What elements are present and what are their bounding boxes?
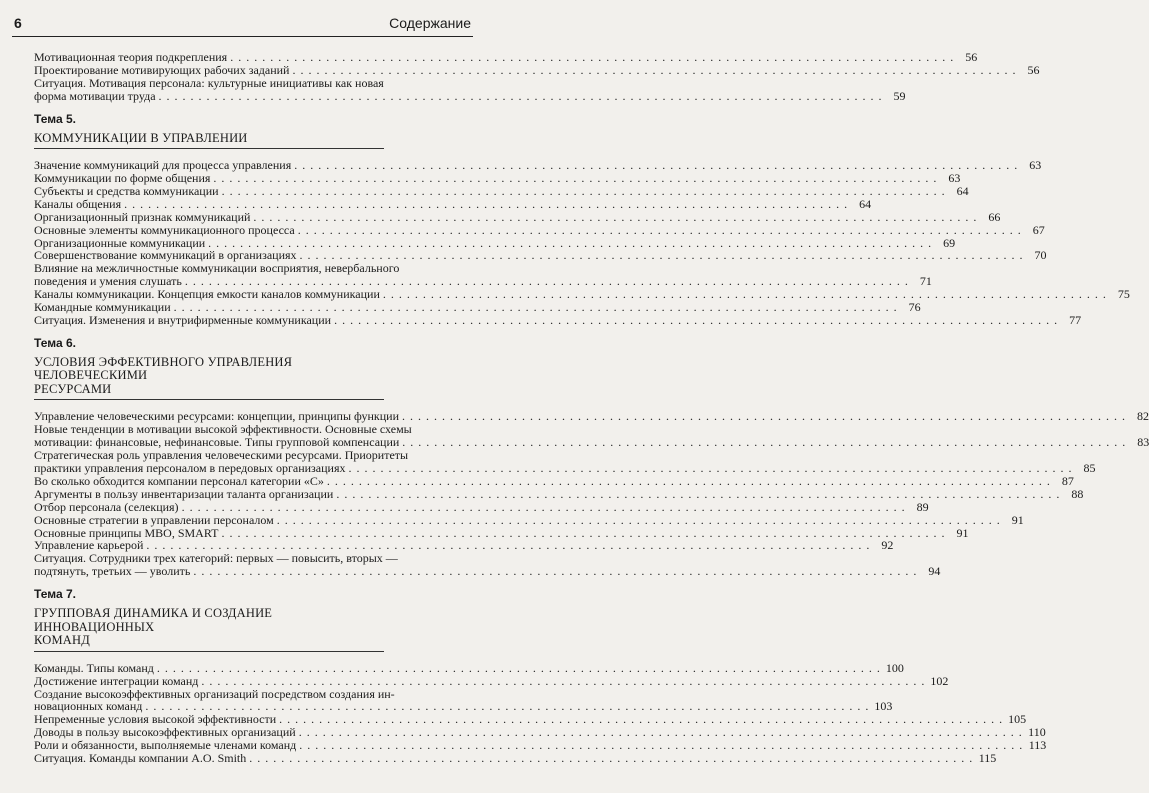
dot-leader <box>253 211 977 224</box>
toc-entry <box>34 171 961 186</box>
page-ref: 85 <box>1083 461 1096 476</box>
toc-entry-line: Ситуация. Сотрудники трех категорий: первых — повысить, вторых — <box>34 551 398 566</box>
toc-entry-text: подтянуть, третьих — уволить <box>34 564 191 579</box>
theme-title-line: УСЛОВИЯ ЭФФЕКТИВНОГО УПРАВЛЕНИЯ ЧЕЛОВЕЧЕСКИМИ <box>34 354 293 383</box>
dot-leader <box>277 514 1001 527</box>
page-header <box>12 14 473 37</box>
toc-entry <box>34 486 1084 501</box>
theme-title-line: КОММУНИКАЦИИ В УПРАВЛЕНИИ <box>34 130 248 145</box>
toc-entry <box>34 75 906 103</box>
toc-entry-text: Организационный признак коммуникаций <box>34 209 251 224</box>
page-ref: 92 <box>881 538 894 553</box>
page-ref: 113 <box>1028 738 1047 753</box>
toc-entry-text: форма мотивации труда <box>34 88 156 103</box>
page-ref: 63 <box>1029 158 1042 173</box>
toc-entry-text: Управление человеческими ресурсами: концепции, принципы функции <box>34 409 400 424</box>
page-number: 6 <box>14 15 22 31</box>
page-ref: 103 <box>874 699 893 714</box>
theme-title <box>34 132 384 150</box>
theme-section <box>34 335 1149 579</box>
toc-entry <box>34 512 1024 527</box>
theme-title-line: КОМАНД <box>34 633 90 648</box>
dot-leader <box>334 314 1058 327</box>
page-ref: 115 <box>978 751 997 766</box>
toc-entry-text: Совершенствование коммуникаций в организациях <box>34 248 297 263</box>
toc-entry-row <box>34 171 961 186</box>
toc-entry <box>34 422 1149 450</box>
page-ref: 59 <box>893 88 906 103</box>
toc-entry-row <box>34 660 904 675</box>
toc-entry <box>34 551 941 579</box>
toc-entry-row <box>34 313 1082 327</box>
theme-section <box>34 111 1130 327</box>
page-ref: 110 <box>1028 725 1046 740</box>
page-ref: 76 <box>908 300 921 315</box>
page-ref: 64 <box>956 183 969 198</box>
toc-entry-text: Роли и обязанности, выполняемые членами команд <box>34 738 297 753</box>
page-ref: 87 <box>1061 473 1074 488</box>
theme-label: Тема 5. <box>34 111 76 126</box>
toc-entry <box>34 196 872 211</box>
toc-entry-text: поведения и умения слушать <box>34 274 182 289</box>
toc-entry-row <box>34 196 872 211</box>
toc-entry-text: Во сколько обходится компании персонал категории «С» <box>34 473 324 488</box>
toc-entry-row <box>34 473 1074 488</box>
toc-entry <box>34 222 1045 237</box>
toc-entry-text: Аргументы в пользу инвентаризации таланта организации <box>34 486 334 501</box>
page-ref: 66 <box>988 209 1001 224</box>
toc-entry-row <box>34 564 941 579</box>
page-ref: 83 <box>1137 435 1149 450</box>
toc-entry <box>34 209 1001 224</box>
dot-leader <box>336 488 1060 501</box>
toc-entry-text: Управление карьерой <box>34 538 144 553</box>
toc-entry-row <box>34 62 1040 77</box>
dot-leader <box>300 249 1024 262</box>
page-ref: 88 <box>1071 486 1084 501</box>
page-ref: 75 <box>1117 287 1130 302</box>
page-ref: 67 <box>1032 222 1045 237</box>
page-ref: 77 <box>1069 313 1082 327</box>
theme-label: Тема 7. <box>34 587 76 602</box>
toc-entry <box>34 50 978 64</box>
dot-leader <box>292 64 1016 77</box>
toc-entry <box>34 751 997 766</box>
dot-leader <box>201 675 925 688</box>
theme-title <box>34 607 384 652</box>
toc-entry-text: Проектирование мотивирующих рабочих заданий <box>34 62 290 77</box>
toc-entry <box>34 62 1040 77</box>
dot-leader <box>124 198 848 211</box>
toc-entry-line: Влияние на межличностные коммуникации восприятия, невербального <box>34 261 400 276</box>
toc-entry-text: Значение коммуникаций для процесса управления <box>34 158 292 173</box>
toc-entry-text: новационных команд <box>34 699 143 714</box>
toc-entry-row <box>34 512 1024 527</box>
page-ref: 82 <box>1137 409 1149 424</box>
toc-entry-row <box>34 673 949 688</box>
toc-entry-text: Командные коммуникации <box>34 300 171 315</box>
toc-entry <box>34 473 1074 488</box>
toc-entry-text: Каналы коммуникации. Концепция емкости каналов коммуникации <box>34 287 380 302</box>
page-ref: 56 <box>1027 62 1040 77</box>
toc-entry-text: Основные элементы коммуникационного процесса <box>34 222 295 237</box>
page-ref: 89 <box>916 499 929 514</box>
toc-entry-line: Создание высокоэффективных организаций посредством создания ин- <box>34 686 395 701</box>
toc-entry-text: Непременные условия высокой эффективности <box>34 712 277 727</box>
toc-entry-text: Достижение интеграции команд <box>34 673 199 688</box>
dot-leader <box>327 475 1051 488</box>
running-title: Содержание <box>389 15 471 31</box>
toc-entry-line: Стратегическая роль управления человеческими ресурсами. Приоритеты <box>34 448 409 463</box>
dot-leader <box>249 752 973 765</box>
toc-entry-text: Основные принципы MBO, SMART <box>34 525 219 540</box>
toc-entry <box>34 313 1082 327</box>
toc-entry <box>34 673 949 688</box>
page-ref: 63 <box>948 171 961 186</box>
toc-entry-row <box>34 50 978 64</box>
page-ref: 91 <box>1011 512 1024 527</box>
toc-entry-text: мотивации: финансовые, нефинансовые. Типы групповой компенсации <box>34 435 400 450</box>
theme-label: Тема 6. <box>34 335 76 350</box>
toc-entry-text: Доводы в пользу высокоэффективных организаций <box>34 725 296 740</box>
dot-leader <box>213 172 937 185</box>
toc-entry-text: Основные стратегии в управлении персоналом <box>34 512 274 527</box>
toc-entry-text: Ситуация. Команды компании A.O. Smith <box>34 751 247 766</box>
toc-entry-row <box>34 461 1096 476</box>
toc-entry-row <box>34 222 1045 237</box>
toc-entry-text: Коммуникации по форме общения <box>34 171 211 186</box>
toc-entry-text: практики управления персоналом в передовых организациях <box>34 461 346 476</box>
toc-entry-row <box>34 499 929 514</box>
toc-entry-text: Организационные коммуникации <box>34 235 206 250</box>
toc-entry <box>34 261 932 289</box>
toc-entry <box>34 660 904 675</box>
toc-entry-row <box>34 751 997 766</box>
dot-leader <box>298 224 1022 237</box>
toc-entry-text: Отбор персонала (селекция) <box>34 499 179 514</box>
page-ref: 64 <box>859 196 872 211</box>
toc-entry-row <box>34 183 969 198</box>
toc-entry <box>34 448 1096 476</box>
toc-entry-text: Мотивационная теория подкрепления <box>34 50 228 64</box>
dot-leader <box>193 565 917 578</box>
page-ref: 105 <box>1008 712 1027 727</box>
page-ref: 70 <box>1034 248 1047 263</box>
page-ref: 102 <box>930 673 949 688</box>
page-ref: 56 <box>965 50 978 64</box>
theme-title-line: РЕСУРСАМИ <box>34 381 112 396</box>
dot-leader <box>157 662 881 675</box>
toc-entry <box>34 686 893 714</box>
toc-entry <box>34 183 969 198</box>
toc-entry-line: Новые тенденции в мотивации высокой эффективности. Основные схемы <box>34 422 412 437</box>
toc-entry-row <box>34 486 1084 501</box>
theme-section <box>34 587 1047 766</box>
page-ref: 100 <box>885 660 904 675</box>
toc-entry-text: Субъекты и средства коммуникации <box>34 183 219 198</box>
toc-entry-text: Команды. Типы команд <box>34 660 154 675</box>
page-ref: 91 <box>956 525 969 540</box>
theme-title <box>34 356 384 401</box>
table-of-contents <box>34 50 1149 769</box>
toc-entry-line: Ситуация. Мотивация персонала: культурные инициативы как новая <box>34 75 384 90</box>
page-ref: 69 <box>943 235 956 250</box>
dot-leader <box>349 462 1073 475</box>
dot-leader <box>402 436 1126 449</box>
toc-entry-text: Ситуация. Изменения и внутрифирменные коммуникации <box>34 313 332 327</box>
dot-leader <box>159 90 883 103</box>
toc-entry <box>34 499 929 514</box>
dot-leader <box>222 185 946 198</box>
toc-entry-row <box>34 88 906 103</box>
theme-title-line: ГРУППОВАЯ ДИНАМИКА И СОЗДАНИЕ ИННОВАЦИОННЫХ <box>34 606 273 634</box>
dot-leader <box>230 51 954 64</box>
dot-leader <box>182 501 906 514</box>
dot-leader <box>402 410 1126 423</box>
toc-entry-text: Каналы общения <box>34 196 122 211</box>
toc-entry-row <box>34 209 1001 224</box>
page-ref: 71 <box>919 274 932 289</box>
page-ref: 94 <box>928 564 941 579</box>
